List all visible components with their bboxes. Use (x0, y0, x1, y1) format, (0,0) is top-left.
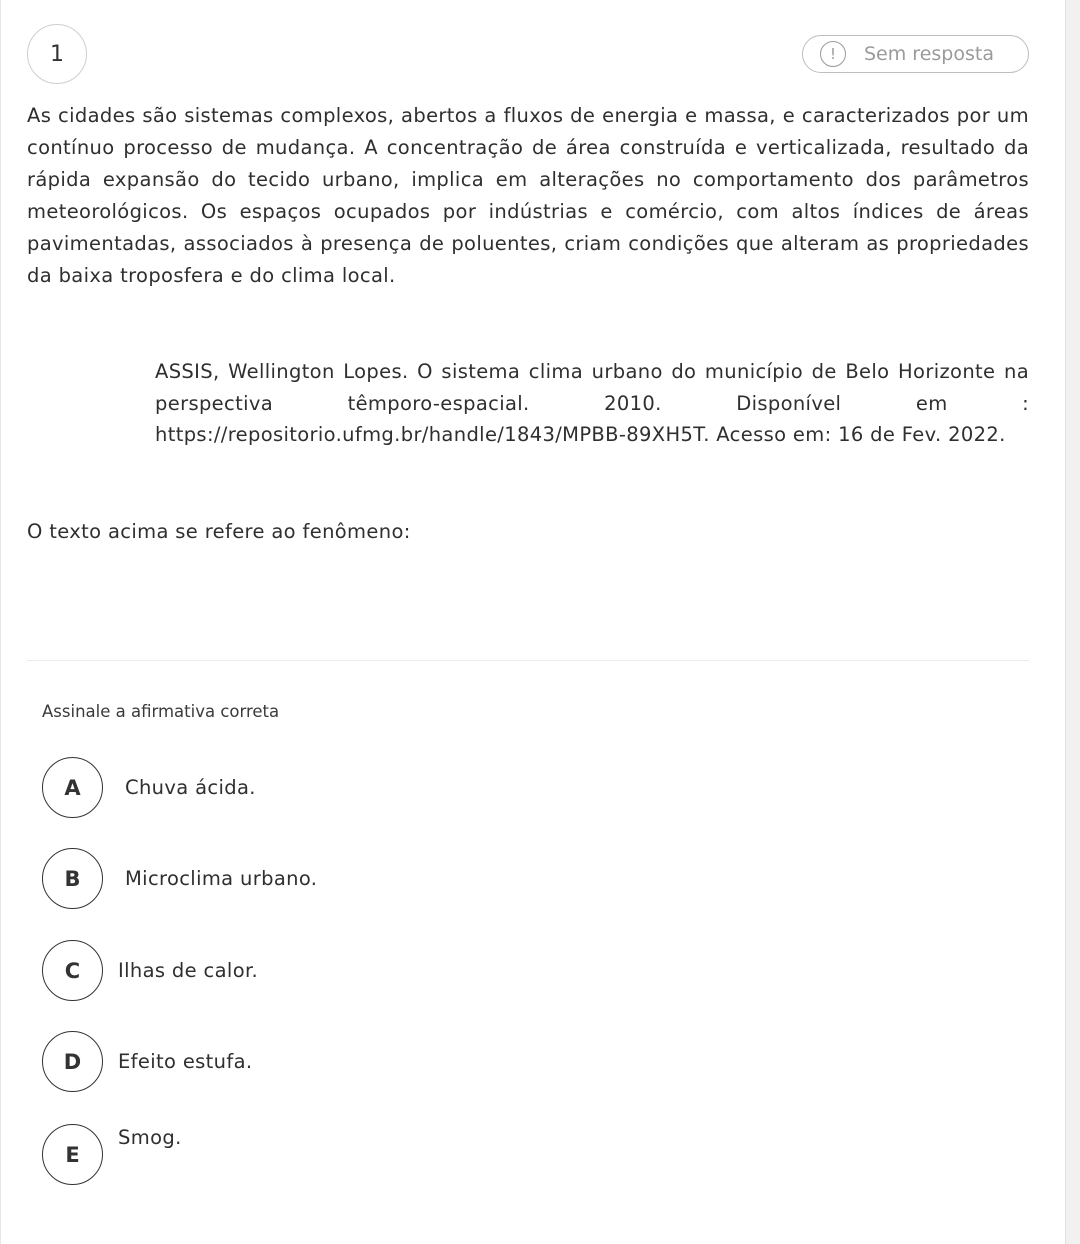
option-text: Chuva ácida. (125, 776, 256, 799)
option-letter: B (42, 848, 103, 909)
option-c[interactable] (42, 940, 258, 1001)
status-badge (802, 35, 1029, 73)
option-e[interactable] (42, 1124, 182, 1185)
question-prompt: O texto acima se refere ao fenômeno: (27, 520, 411, 543)
option-d[interactable] (42, 1031, 252, 1092)
answer-instruction: Assinale a afirmativa correta (42, 702, 280, 721)
option-text: Microclima urbano. (125, 867, 318, 890)
option-text: Ilhas de calor. (118, 959, 259, 982)
alert-icon: ! (820, 41, 846, 67)
question-text: As cidades são sistemas complexos, abertos a fluxos de energia e massa, e caracterizados por um contínuo processo de mudança. A concentração de área construída e verticalizada, resultado da rápida expansão do tecido urbano, implica em alterações no comportamento dos parâmetros meteorológicos. Os espaços ocupados por indústrias e comércio, com altos índices de áreas pavimentadas, associados à presença de poluentes, criam condições que alteram as propriedades da baixa troposfera e do clima local. (27, 104, 1029, 287)
status-label: Sem resposta (864, 43, 994, 65)
scrollbar-track[interactable] (1066, 0, 1080, 1244)
option-text: Efeito estufa. (118, 1050, 253, 1073)
question-number: 1 (27, 24, 87, 84)
divider (27, 660, 1029, 661)
option-b[interactable] (42, 848, 317, 909)
option-a[interactable] (42, 757, 256, 818)
option-letter: C (42, 940, 103, 1001)
option-letter: D (42, 1031, 103, 1092)
option-letter: A (42, 757, 103, 818)
option-text: Smog. (118, 1126, 182, 1149)
option-letter: E (42, 1124, 103, 1185)
citation: ASSIS, Wellington Lopes. O sistema clima urbano do município de Belo Horizonte na perspectiva têmporo-espacial. 2010. Disponível em : https://repositorio.ufmg.br/handle/1843/MPBB-89XH5T. Acesso em: 16 de Fev. 2022. (155, 360, 1029, 446)
